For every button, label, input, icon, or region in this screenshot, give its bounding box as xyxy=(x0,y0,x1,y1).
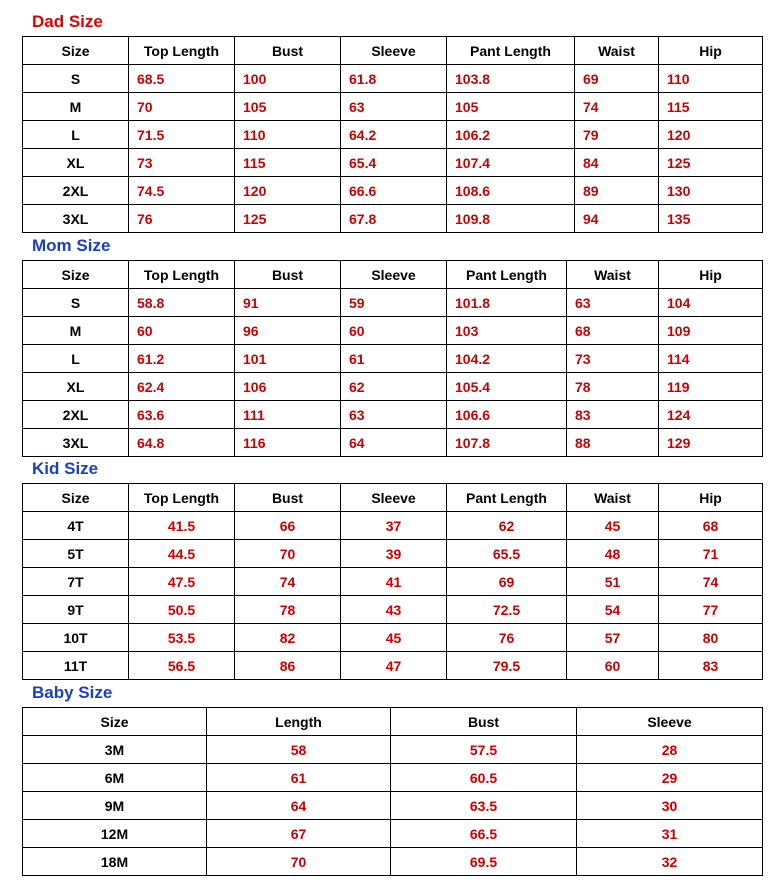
value-cell: 73 xyxy=(129,149,235,177)
value-cell: 58.8 xyxy=(129,289,235,317)
value-cell: 80 xyxy=(659,624,763,652)
value-cell: 64.2 xyxy=(341,121,447,149)
value-cell: 62.4 xyxy=(129,373,235,401)
value-cell: 30 xyxy=(577,792,763,820)
value-cell: 70 xyxy=(129,93,235,121)
column-header: Size xyxy=(23,708,207,736)
size-cell: 10T xyxy=(23,624,129,652)
column-header: Bust xyxy=(235,261,341,289)
value-cell: 74.5 xyxy=(129,177,235,205)
size-cell: 18M xyxy=(23,848,207,876)
value-cell: 69.5 xyxy=(391,848,577,876)
value-cell: 124 xyxy=(659,401,763,429)
mom-size-table xyxy=(22,260,763,457)
value-cell: 120 xyxy=(659,121,763,149)
column-header: Bust xyxy=(391,708,577,736)
size-cell: 7T xyxy=(23,568,129,596)
value-cell: 67.8 xyxy=(341,205,447,233)
value-cell: 60.5 xyxy=(391,764,577,792)
value-cell: 68.5 xyxy=(129,65,235,93)
dad-size-table xyxy=(22,36,763,233)
value-cell: 96 xyxy=(235,317,341,345)
size-cell: 4T xyxy=(23,512,129,540)
header-row xyxy=(23,261,763,289)
value-cell: 72.5 xyxy=(447,596,567,624)
value-cell: 54 xyxy=(567,596,659,624)
size-cell: 3XL xyxy=(23,205,129,233)
value-cell: 103.8 xyxy=(447,65,575,93)
value-cell: 64 xyxy=(341,429,447,457)
column-header: Top Length xyxy=(129,484,235,512)
size-cell: 5T xyxy=(23,540,129,568)
value-cell: 109.8 xyxy=(447,205,575,233)
value-cell: 51 xyxy=(567,568,659,596)
value-cell: 83 xyxy=(567,401,659,429)
value-cell: 106.6 xyxy=(447,401,567,429)
table-row xyxy=(23,177,763,205)
value-cell: 64 xyxy=(207,792,391,820)
value-cell: 61 xyxy=(341,345,447,373)
value-cell: 70 xyxy=(235,540,341,568)
table-row xyxy=(23,848,763,876)
value-cell: 129 xyxy=(659,429,763,457)
table-row xyxy=(23,121,763,149)
header-row xyxy=(23,484,763,512)
column-header: Pant Length xyxy=(447,37,575,65)
value-cell: 110 xyxy=(235,121,341,149)
value-cell: 37 xyxy=(341,512,447,540)
kid-size-table xyxy=(22,483,763,680)
value-cell: 77 xyxy=(659,596,763,624)
value-cell: 61.8 xyxy=(341,65,447,93)
table-row xyxy=(23,764,763,792)
value-cell: 101.8 xyxy=(447,289,567,317)
value-cell: 62 xyxy=(341,373,447,401)
value-cell: 57 xyxy=(567,624,659,652)
value-cell: 107.8 xyxy=(447,429,567,457)
value-cell: 135 xyxy=(659,205,763,233)
value-cell: 71.5 xyxy=(129,121,235,149)
value-cell: 89 xyxy=(575,177,659,205)
value-cell: 50.5 xyxy=(129,596,235,624)
value-cell: 106.2 xyxy=(447,121,575,149)
table-row xyxy=(23,540,763,568)
table-row xyxy=(23,345,763,373)
column-header: Size xyxy=(23,37,129,65)
value-cell: 48 xyxy=(567,540,659,568)
value-cell: 116 xyxy=(235,429,341,457)
value-cell: 63.5 xyxy=(391,792,577,820)
value-cell: 79.5 xyxy=(447,652,567,680)
table-row xyxy=(23,596,763,624)
baby-size-title: Baby Size xyxy=(32,683,113,702)
table-row xyxy=(23,149,763,177)
table-row xyxy=(23,373,763,401)
column-header: Pant Length xyxy=(447,261,567,289)
value-cell: 69 xyxy=(447,568,567,596)
size-cell: 6M xyxy=(23,764,207,792)
table-row xyxy=(23,512,763,540)
value-cell: 109 xyxy=(659,317,763,345)
value-cell: 74 xyxy=(659,568,763,596)
column-header: Sleeve xyxy=(341,37,447,65)
size-cell: 12M xyxy=(23,820,207,848)
value-cell: 111 xyxy=(235,401,341,429)
value-cell: 57.5 xyxy=(391,736,577,764)
table-row xyxy=(23,93,763,121)
value-cell: 110 xyxy=(659,65,763,93)
table-row xyxy=(23,736,763,764)
value-cell: 45 xyxy=(341,624,447,652)
value-cell: 74 xyxy=(575,93,659,121)
column-header: Sleeve xyxy=(341,484,447,512)
value-cell: 71 xyxy=(659,540,763,568)
header-row xyxy=(23,708,763,736)
value-cell: 68 xyxy=(567,317,659,345)
value-cell: 60 xyxy=(341,317,447,345)
value-cell: 63 xyxy=(567,289,659,317)
value-cell: 47.5 xyxy=(129,568,235,596)
value-cell: 94 xyxy=(575,205,659,233)
value-cell: 119 xyxy=(659,373,763,401)
value-cell: 125 xyxy=(235,205,341,233)
table-row xyxy=(23,429,763,457)
size-cell: M xyxy=(23,317,129,345)
dad-size-title: Dad Size xyxy=(32,12,103,31)
value-cell: 82 xyxy=(235,624,341,652)
value-cell: 32 xyxy=(577,848,763,876)
size-cell: XL xyxy=(23,373,129,401)
value-cell: 66.6 xyxy=(341,177,447,205)
column-header: Pant Length xyxy=(447,484,567,512)
value-cell: 45 xyxy=(567,512,659,540)
value-cell: 73 xyxy=(567,345,659,373)
size-cell: 2XL xyxy=(23,177,129,205)
table-row xyxy=(23,652,763,680)
size-cell: 9T xyxy=(23,596,129,624)
table-row xyxy=(23,820,763,848)
value-cell: 56.5 xyxy=(129,652,235,680)
column-header: Length xyxy=(207,708,391,736)
value-cell: 103 xyxy=(447,317,567,345)
value-cell: 76 xyxy=(129,205,235,233)
value-cell: 104.2 xyxy=(447,345,567,373)
column-header: Size xyxy=(23,484,129,512)
size-cell: L xyxy=(23,121,129,149)
value-cell: 44.5 xyxy=(129,540,235,568)
size-cell: 3XL xyxy=(23,429,129,457)
column-header: Waist xyxy=(567,261,659,289)
value-cell: 105 xyxy=(447,93,575,121)
value-cell: 63.6 xyxy=(129,401,235,429)
value-cell: 65.4 xyxy=(341,149,447,177)
table-row xyxy=(23,624,763,652)
value-cell: 101 xyxy=(235,345,341,373)
size-cell: S xyxy=(23,289,129,317)
size-cell: M xyxy=(23,93,129,121)
value-cell: 39 xyxy=(341,540,447,568)
column-header: Hip xyxy=(659,484,763,512)
value-cell: 115 xyxy=(659,93,763,121)
value-cell: 65.5 xyxy=(447,540,567,568)
table-row xyxy=(23,568,763,596)
column-header: Top Length xyxy=(129,261,235,289)
value-cell: 79 xyxy=(575,121,659,149)
size-cell: S xyxy=(23,65,129,93)
value-cell: 66.5 xyxy=(391,820,577,848)
size-cell: 2XL xyxy=(23,401,129,429)
value-cell: 66 xyxy=(235,512,341,540)
size-cell: L xyxy=(23,345,129,373)
value-cell: 115 xyxy=(235,149,341,177)
table-row xyxy=(23,205,763,233)
value-cell: 67 xyxy=(207,820,391,848)
value-cell: 114 xyxy=(659,345,763,373)
column-header: Top Length xyxy=(129,37,235,65)
value-cell: 76 xyxy=(447,624,567,652)
value-cell: 58 xyxy=(207,736,391,764)
value-cell: 78 xyxy=(235,596,341,624)
value-cell: 130 xyxy=(659,177,763,205)
value-cell: 43 xyxy=(341,596,447,624)
column-header: Hip xyxy=(659,261,763,289)
value-cell: 61.2 xyxy=(129,345,235,373)
value-cell: 86 xyxy=(235,652,341,680)
value-cell: 41.5 xyxy=(129,512,235,540)
table-row xyxy=(23,289,763,317)
value-cell: 41 xyxy=(341,568,447,596)
table-row xyxy=(23,317,763,345)
value-cell: 88 xyxy=(567,429,659,457)
size-cell: 11T xyxy=(23,652,129,680)
size-cell: XL xyxy=(23,149,129,177)
header-row xyxy=(23,37,763,65)
value-cell: 125 xyxy=(659,149,763,177)
value-cell: 120 xyxy=(235,177,341,205)
value-cell: 100 xyxy=(235,65,341,93)
value-cell: 59 xyxy=(341,289,447,317)
column-header: Sleeve xyxy=(341,261,447,289)
value-cell: 105 xyxy=(235,93,341,121)
value-cell: 69 xyxy=(575,65,659,93)
table-row xyxy=(23,401,763,429)
value-cell: 105.4 xyxy=(447,373,567,401)
column-header: Waist xyxy=(575,37,659,65)
value-cell: 83 xyxy=(659,652,763,680)
column-header: Size xyxy=(23,261,129,289)
value-cell: 63 xyxy=(341,93,447,121)
baby-size-table xyxy=(22,707,763,876)
value-cell: 62 xyxy=(447,512,567,540)
value-cell: 74 xyxy=(235,568,341,596)
column-header: Hip xyxy=(659,37,763,65)
value-cell: 60 xyxy=(567,652,659,680)
value-cell: 91 xyxy=(235,289,341,317)
value-cell: 78 xyxy=(567,373,659,401)
value-cell: 31 xyxy=(577,820,763,848)
table-row xyxy=(23,65,763,93)
value-cell: 84 xyxy=(575,149,659,177)
kid-size-title: Kid Size xyxy=(32,459,99,478)
value-cell: 68 xyxy=(659,512,763,540)
value-cell: 47 xyxy=(341,652,447,680)
value-cell: 28 xyxy=(577,736,763,764)
mom-size-title: Mom Size xyxy=(32,236,111,255)
value-cell: 29 xyxy=(577,764,763,792)
value-cell: 63 xyxy=(341,401,447,429)
table-row xyxy=(23,792,763,820)
value-cell: 107.4 xyxy=(447,149,575,177)
size-cell: 9M xyxy=(23,792,207,820)
column-header: Sleeve xyxy=(577,708,763,736)
size-cell: 3M xyxy=(23,736,207,764)
value-cell: 60 xyxy=(129,317,235,345)
value-cell: 108.6 xyxy=(447,177,575,205)
value-cell: 104 xyxy=(659,289,763,317)
value-cell: 106 xyxy=(235,373,341,401)
value-cell: 70 xyxy=(207,848,391,876)
column-header: Waist xyxy=(567,484,659,512)
value-cell: 53.5 xyxy=(129,624,235,652)
value-cell: 64.8 xyxy=(129,429,235,457)
column-header: Bust xyxy=(235,484,341,512)
value-cell: 61 xyxy=(207,764,391,792)
column-header: Bust xyxy=(235,37,341,65)
